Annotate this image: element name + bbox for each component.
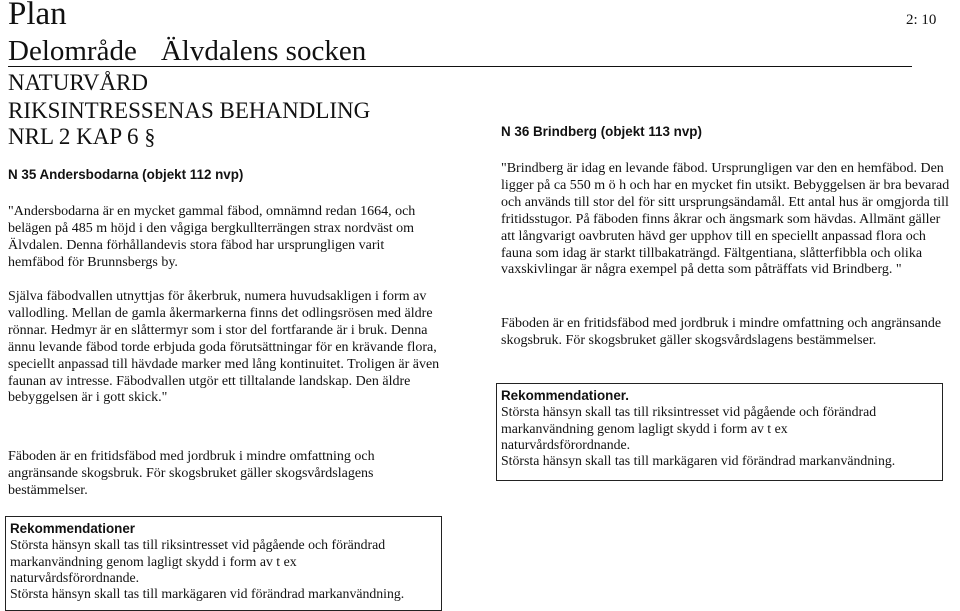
n36-paragraph-2: Fäboden är en fritidsfäbod med jordbruk i mindre omfattning och angränsande skogsbruk. För skogsbruket gäller skogsvårdslagens bestämmelser. [501,316,942,348]
subtitle-label: Delområde [8,35,137,67]
n35-paragraph-2: Själva fäbodvallen utnyttjas för åkerbruk, numera huvudsakligen i form av vallodling. Mellan de gamla åkermarkerna finns det odlingsrösen med äldre rönnar. Hedmyr är en slåttermyr som i stor del fortfarande är i bruk. Denna ännu levande fäbod torde erbjuda goda förutsättningar för en krävande flora, speciellt anpassad till hävdade marker med lång kontinuitet. Troligen är även faunan av intresse. Fäbodvallen utgör ett tilltalande landskap. Den äldre bebyggelsen är i gott skick." [8,289,440,406]
recommendation-line: naturvårdsförordnande. [10,569,140,585]
section-symbol: § [144,124,156,149]
heading-nrl-text: NRL 2 KAP 6 [8,124,139,149]
heading-riksintressen: RIKSINTRESSENAS BEHANDLING [8,98,371,123]
subtitle-value: Älvdalens socken [160,35,367,67]
recommendation-line: Största hänsyn skall tas till riksintresset vid pågående och förändrad [501,404,877,420]
recommendation-line: markanvändning genom lagligt skydd i form av t ex [10,553,297,569]
document-title: Plan [8,0,67,32]
recommendation-line: Största hänsyn skall tas till markägaren vid förändrad markanvändning. [501,453,896,469]
document-subtitle [8,34,366,68]
recommendation-box-n35 [5,516,442,611]
recommendation-title: Rekommendationer. [501,388,629,403]
n35-paragraph-3: Fäboden är en fritidsfäbod med jordbruk i mindre omfattning och angränsande skogsbruk. För skogsbruket gäller skogsvårdslagens bestämmelser. [8,449,375,498]
recommendation-line: naturvårdsförordnande. [501,436,631,452]
section-title-n36: N 36 Brindberg (objekt 113 nvp) [501,124,702,139]
heading-naturvard: NATURVÅRD [8,70,148,95]
recommendation-line: markanvändning genom lagligt skydd i form av t ex [501,420,788,436]
n36-paragraph-1: "Brindberg är idag en levande fäbod. Ursprungligen var den en hemfäbod. Den ligger på ca 550 m ö h och har en mycket fin utsikt. Bebyggelsen är bra bevarad och används till stor del för sitt ursprungsändamål. Ett antal hus är omgjorda till fritidsstugor. På fäboden finns åkrar och ängsmark som hävdas. Allmänt gäller att långvarigt oavbruten hävd ger upphov till en speciellt anpassad flora och fauna som idag är starkt tillbakaträngd. Fältgentiana, slåtterfibbla och olika vaxskivlingar är några exempel på detta som påträffats vid Brindberg. " [501,161,950,278]
page-number: 2: 10 [906,12,937,28]
recommendation-line: Största hänsyn skall tas till riksintresset vid pågående och förändrad [10,537,386,553]
heading-nrl [8,123,155,151]
recommendation-box-n36 [496,383,943,481]
n35-paragraph-1: "Andersbodarna är en mycket gammal fäbod, omnämnd redan 1664, och belägen på 485 m höjd i den vågiga bergkullterrängen strax nordväst om Älvdalen. Denna förhållandevis stora fäbod har ursprungligen varit hemfäbod för Brunnsbergs by. [8,204,416,270]
header-rule [8,66,912,67]
section-title-n35: N 35 Andersbodarna (objekt 112 nvp) [8,167,244,182]
recommendation-line: Största hänsyn skall tas till markägaren vid förändrad markanvändning. [10,586,405,602]
recommendation-title: Rekommendationer [10,521,136,536]
